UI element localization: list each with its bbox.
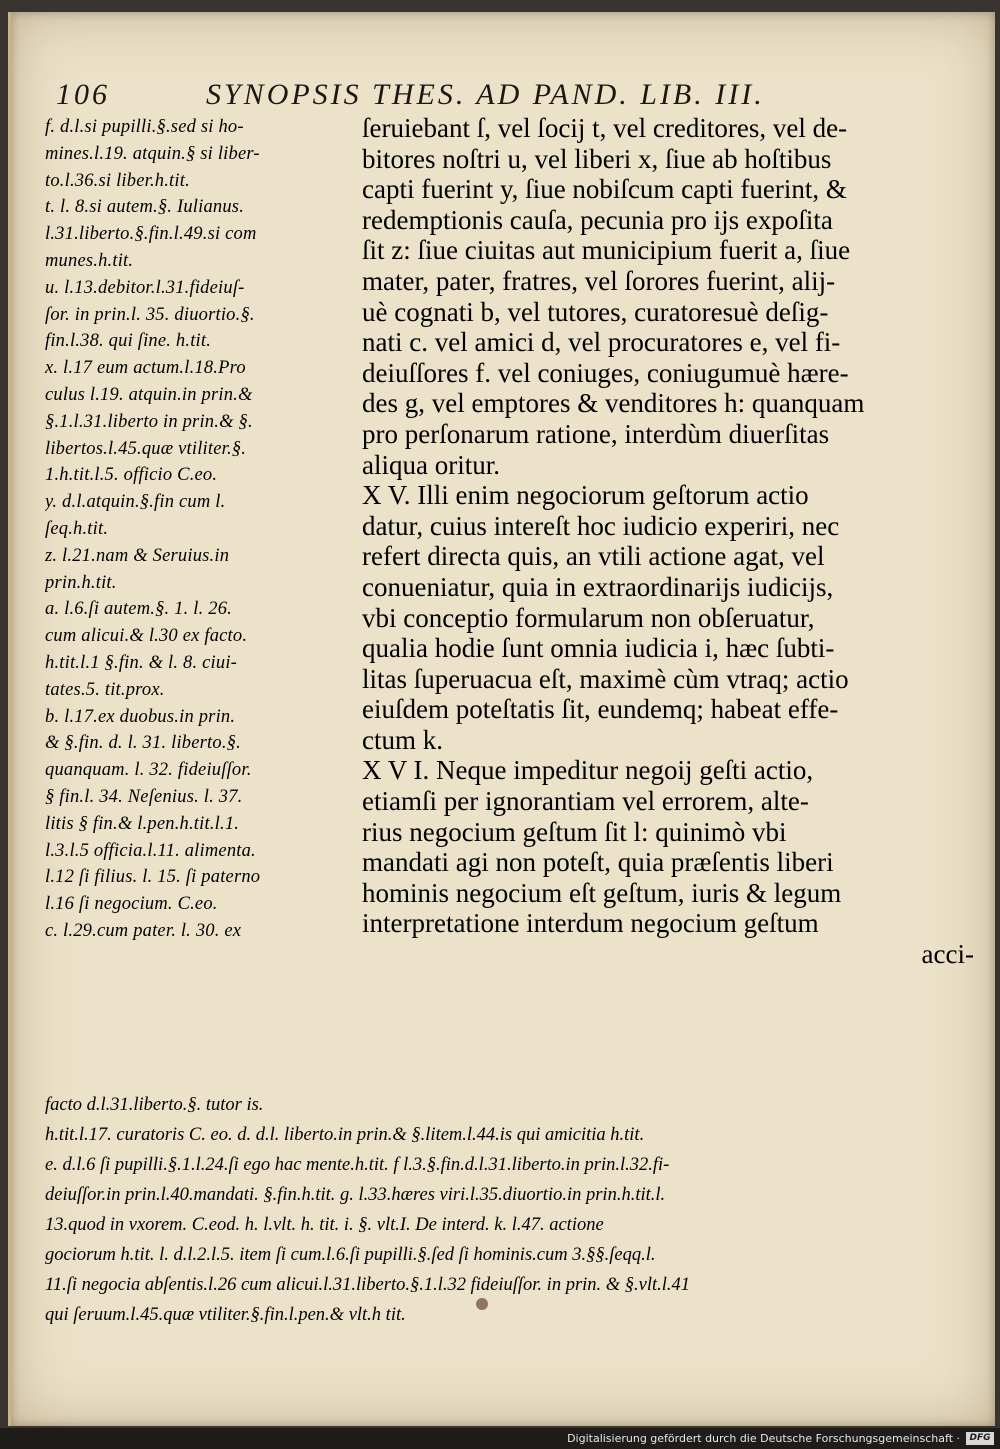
marginal-note-line: h.tit.l.1 §.fin. & l. 8. ciui- <box>45 652 238 673</box>
marginal-note-line: fin.l.38. qui ſine. h.tit. <box>45 331 212 352</box>
marginal-note-line: b. l.17.ex duobus.in prin. <box>45 706 236 727</box>
digitization-footer <box>0 1428 1000 1449</box>
marginal-note-line: ſor. in prin.l. 35. diuortio.§. <box>45 304 255 325</box>
funding-credit: Digitalisierung gefördert durch die Deutsche Forschungsgemeinschaft · <box>567 1432 960 1445</box>
main-text-line: datur, cuius intereſt hoc iudicio experiri, nec <box>362 510 840 541</box>
running-title: SYNOPSIS THES. AD PAND. LIB. III. <box>206 78 765 111</box>
marginal-note-line: c. l.29.cum pater. l. 30. ex <box>45 920 242 941</box>
marginal-note-line: munes.h.tit. <box>45 250 134 271</box>
main-text-line: nati c. vel amici d, vel procuratores e, vel fi- <box>362 327 841 358</box>
marginal-note-line: z. l.21.nam & Seruius.in <box>45 545 230 566</box>
main-text-line: mandati agi non poteſt, quia præſentis liberi <box>362 847 834 878</box>
main-text-line: hominis negocium eſt geſtum, iuris & legum <box>362 877 842 908</box>
marginal-note-line: 1.h.tit.l.5. officio C.eo. <box>45 465 218 486</box>
main-text-line: litas ſuperuacua eſt, maximè cùm vtraq; actio <box>362 663 849 694</box>
footnote-line: h.tit.l.17. curatoris C. eo. d. d.l. liberto.in prin.& §.litem.l.44.is qui amicitia h.tit. <box>45 1125 645 1145</box>
main-text-line: etiamſi per ignorantiam vel errorem, alte- <box>362 786 809 817</box>
main-text-line: mater, pater, fratres, vel ſorores fuerint, alij- <box>362 265 836 296</box>
marginal-note-line: a. l.6.ſi autem.§. 1. l. 26. <box>45 599 232 620</box>
main-text-line: rius negocium geſtum ſit l: quinimò vbi <box>362 816 787 847</box>
marginal-note-line: prin.h.tit. <box>45 572 117 593</box>
footnote-line: e. d.l.6 ſi pupilli.§.1.l.24.ſi ego hac mente.h.tit. f l.3.§.fin.d.l.31.liberto.in prin.l.32.fi- <box>45 1155 670 1175</box>
marginal-note-line: culus l.19. atquin.in prin.& <box>45 384 253 405</box>
main-text-line: vbi conceptio formularum non obſeruatur, <box>362 602 815 633</box>
main-text-line: bitores noſtri u, vel liberi x, ſiue ab hoſtibus <box>362 143 832 174</box>
main-text-line: acci- <box>921 939 974 970</box>
marginal-note-line: l.12 ſi filius. l. 15. ſi paterno <box>45 867 261 888</box>
marginal-note-line: u. l.13.debitor.l.31.fideiuſ- <box>45 277 245 298</box>
main-text-line: refert directa quis, an vtili actione agat, vel <box>362 541 825 572</box>
main-text-line: deiuſſores f. vel coniuges, coniugumuè hære- <box>362 357 849 388</box>
main-text-line: conueniatur, quia in extraordinarijs iudicijs, <box>362 571 834 602</box>
marginal-note-line: § fin.l. 34. Neſenius. l. 37. <box>45 786 243 807</box>
footnotes-block <box>45 1090 980 1330</box>
marginal-note-line: quanquam. l. 32. fideiuſſor. <box>45 760 252 781</box>
main-text-line: pro perſonarum ratione, interdùm diuerſitas <box>362 418 830 449</box>
marginal-note-line: §.1.l.31.liberto in prin.& §. <box>45 411 253 432</box>
main-text-line: ſeruiebant ſ, vel ſocij t, vel creditores, vel de- <box>362 113 848 143</box>
ink-stain <box>476 1298 488 1310</box>
main-text-line: des g, vel emptores & venditores h: quanquam <box>362 388 865 419</box>
main-text-line: interpretatione interdum negocium geſtum <box>362 908 819 939</box>
main-text-line: X V I. Neque impeditur negoij geſti actio, <box>362 755 814 786</box>
footnote-line: facto d.l.31.liberto.§. tutor is. <box>45 1095 264 1115</box>
main-text-line: ſit z: ſiue ciuitas aut municipium fuerit a, ſiue <box>362 235 851 266</box>
main-text-line: uè cognati b, vel tutores, curatoresuè deſig- <box>362 296 829 327</box>
marginal-note-line: to.l.36.si liber.h.tit. <box>45 170 190 191</box>
footnote-line: gociorum h.tit. l. d.l.2.l.5. item ſi cum.l.6.ſi pupilli.§.ſed ſi hominis.cum 3.§§.ſeqq.l. <box>45 1245 656 1265</box>
marginal-note-line: libertos.l.45.quæ vtiliter.§. <box>45 438 247 459</box>
marginal-note-line: mines.l.19. atquin.§ si liber- <box>45 143 260 164</box>
footnote-line: 11.ſi negocia abſentis.l.26 cum alicui.l.31.liberto.§.1.l.32 fideiuſſor. in prin. & §.vlt.l.41 <box>45 1275 691 1295</box>
marginal-note-line: ſeq.h.tit. <box>45 518 109 539</box>
main-text-line: aliqua oritur. <box>362 449 500 480</box>
marginal-note-line: l.3.l.5 officia.l.11. alimenta. <box>45 840 256 861</box>
main-text-line: ctum k. <box>362 724 443 755</box>
footnote-line: deiuſſor.in prin.l.40.mandati. §.fin.h.tit. g. l.33.hæres viri.l.35.diuortio.in prin.h.tit.l. <box>45 1185 666 1205</box>
main-text-line: eiuſdem poteſtatis ſit, eundemq; habeat effe- <box>362 694 839 725</box>
marginal-note-line: t. l. 8.si autem.§. Iulianus. <box>45 197 245 218</box>
marginal-note-line: cum alicui.& l.30 ex facto. <box>45 626 248 647</box>
footnote-line: qui ſeruum.l.45.quæ vtiliter.§.fin.l.pen.& vlt.h tit. <box>45 1305 406 1325</box>
main-text-column <box>362 113 974 970</box>
page-number: 106 <box>56 78 110 111</box>
main-text-line: redemptionis cauſa, pecunia pro ijs expoſita <box>362 204 833 235</box>
marginal-note-line: tates.5. tit.prox. <box>45 679 165 700</box>
marginal-note-line: & §.fin. d. l. 31. liberto.§. <box>45 733 241 754</box>
marginal-note-line: y. d.l.atquin.§.fin cum l. <box>45 492 226 513</box>
marginal-note-line: l.31.liberto.§.fin.l.49.si com <box>45 224 257 245</box>
marginal-note-line: litis § fin.& l.pen.h.tit.l.1. <box>45 813 240 834</box>
main-text-line: qualia hodie ſunt omnia iudicia i, hæc ſubti- <box>362 633 835 664</box>
marginal-notes-column <box>45 114 363 945</box>
dfg-logo: DFG <box>966 1432 994 1445</box>
marginal-note-line: f. d.l.si pupilli.§.sed si ho- <box>45 117 244 137</box>
footnote-line: 13.quod in vxorem. C.eod. h. l.vlt. h. tit. i. §. vlt.I. De interd. k. l.47. actione <box>45 1215 604 1235</box>
marginal-note-line: l.16 ſi negocium. C.eo. <box>45 894 218 915</box>
marginal-note-line: x. l.17 eum actum.l.18.Pro <box>45 358 246 379</box>
main-text-line: X V. Illi enim negociorum geſtorum actio <box>362 480 809 511</box>
main-text-line: capti fuerint y, ſiue nobiſcum capti fuerint, & <box>362 174 847 205</box>
